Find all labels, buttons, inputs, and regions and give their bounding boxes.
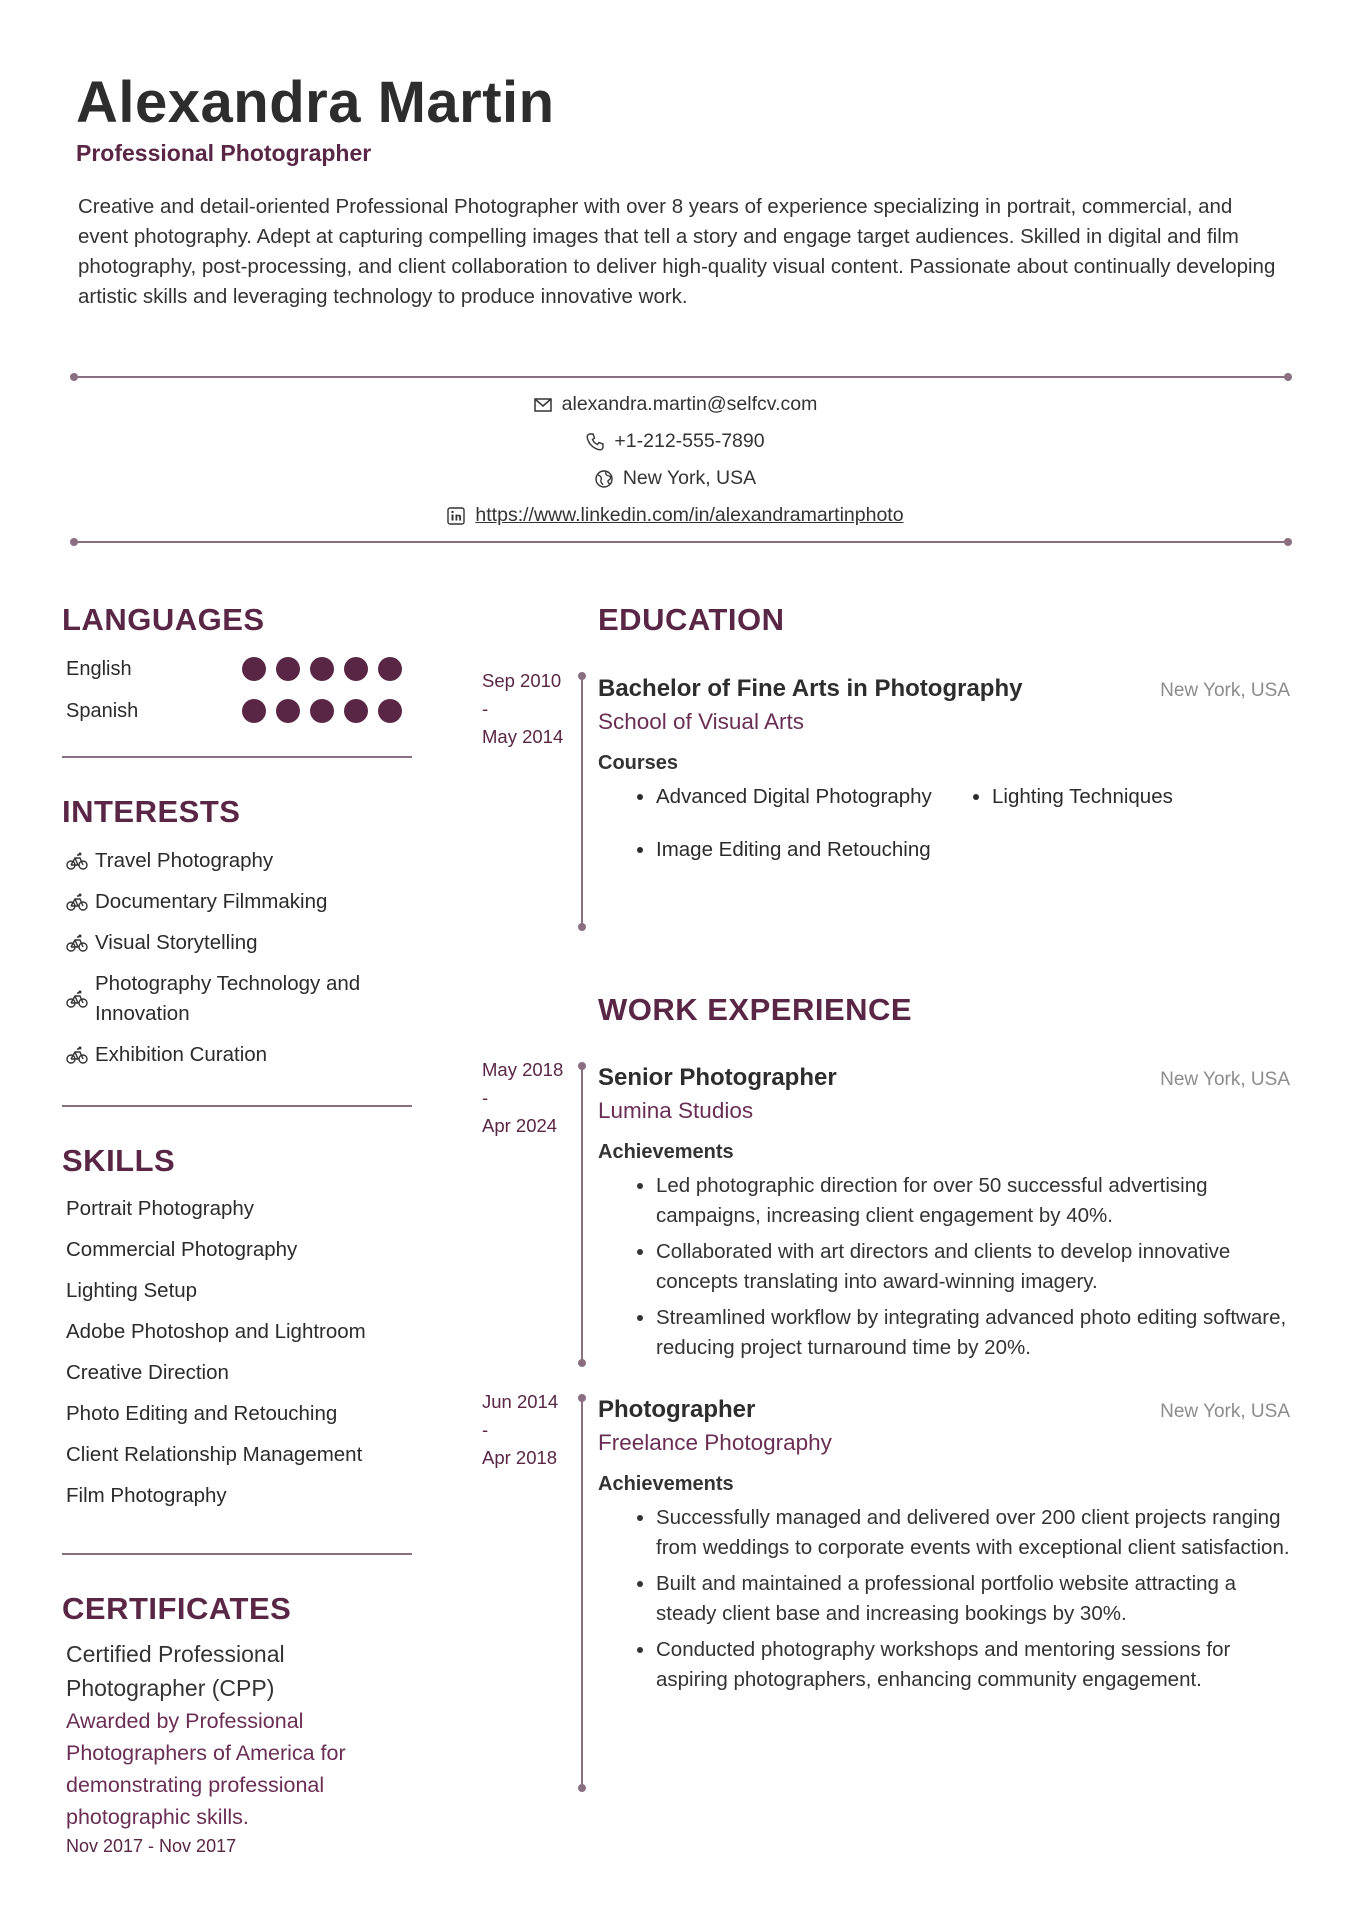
interest-label: Documentary Filmmaking bbox=[95, 890, 328, 913]
job-entry bbox=[598, 1393, 1290, 1701]
interest-item bbox=[62, 1034, 412, 1075]
contact-linkedin bbox=[0, 497, 1350, 534]
candidate-name: Alexandra Martin bbox=[76, 70, 555, 135]
certificate-date: Nov 2017 - Nov 2017 bbox=[66, 1836, 237, 1856]
entry-header bbox=[598, 1061, 1290, 1095]
bicycle-icon bbox=[66, 988, 88, 1010]
contact-location bbox=[0, 460, 1350, 497]
contact-phone bbox=[0, 423, 1350, 460]
left-column bbox=[62, 600, 412, 1859]
certificate-description: Awarded by Professional Photographers of America for demonstrating professional photographic skills. bbox=[66, 1709, 346, 1829]
level-dot bbox=[344, 699, 368, 723]
level-dot bbox=[276, 657, 300, 681]
level-dot bbox=[242, 657, 266, 681]
level-dot bbox=[242, 699, 266, 723]
education-timeline-line bbox=[581, 676, 583, 927]
interests-heading: INTERESTS bbox=[62, 794, 241, 829]
skills-section bbox=[62, 1141, 412, 1517]
skills-heading: SKILLS bbox=[62, 1143, 176, 1178]
certificates-section bbox=[62, 1589, 412, 1859]
languages-heading: LANGUAGES bbox=[62, 602, 265, 637]
bicycle-icon bbox=[66, 850, 88, 872]
skill-item: Photo Editing and Retouching bbox=[66, 1402, 338, 1425]
courses-list bbox=[598, 782, 1290, 888]
date-separator: - bbox=[482, 1419, 489, 1440]
globe-icon bbox=[594, 469, 614, 489]
job-role: Senior Photographer bbox=[598, 1064, 837, 1091]
skill-item: Lighting Setup bbox=[66, 1279, 198, 1302]
certificate-name: Certified Professional Photographer (CPP) bbox=[66, 1641, 285, 1701]
level-dot bbox=[378, 699, 402, 723]
interest-item bbox=[62, 840, 412, 881]
company-name: Lumina Studios bbox=[598, 1098, 754, 1123]
entry-location: New York, USA bbox=[1160, 1069, 1290, 1090]
date-separator: - bbox=[482, 1087, 489, 1108]
degree-title: Bachelor of Fine Arts in Photography bbox=[598, 675, 1023, 702]
education-entry bbox=[598, 672, 1290, 888]
language-level-dots bbox=[242, 657, 402, 681]
date-start: Jun 2014 bbox=[482, 1391, 559, 1412]
linkedin-icon bbox=[446, 506, 466, 526]
company-name: Freelance Photography bbox=[598, 1430, 832, 1455]
profile-summary: Creative and detail-oriented Professional Photographer with over 8 years of experience specializing in portrait, commercial, and event photography. Adept at capturing compelling images that tell a story and engage target audiences. Skilled in digital and film photography, post-processing, and client collaboration to deliver high-quality visual content. Passionate about continually developing artistic skills and leveraging technology to produce innovative work. bbox=[78, 195, 1276, 308]
job-timeline-line bbox=[581, 1066, 583, 1363]
linkedin-link[interactable]: https://www.linkedin.com/in/alexandramartinphoto bbox=[475, 504, 904, 526]
skill-item: Creative Direction bbox=[66, 1361, 229, 1384]
bicycle-icon bbox=[66, 1044, 88, 1066]
achievement-item: • Built and maintained a professional portfolio website attracting a steady client base and increasing bookings by 30%. bbox=[656, 1569, 1290, 1629]
skill-item: Adobe Photoshop and Lightroom bbox=[66, 1320, 366, 1343]
skill-item: Portrait Photography bbox=[66, 1197, 255, 1220]
language-row bbox=[62, 690, 412, 732]
course-item: • Image Editing and Retouching bbox=[656, 835, 992, 865]
language-name: Spanish bbox=[66, 699, 139, 722]
level-dot bbox=[276, 699, 300, 723]
date-start: Sep 2010 bbox=[482, 670, 562, 691]
job-entry bbox=[598, 1061, 1290, 1369]
language-level-dots bbox=[242, 699, 402, 723]
date-separator: - bbox=[482, 698, 489, 719]
section-divider bbox=[62, 756, 412, 758]
achievement-item: • Conducted photography workshops and mentoring sessions for aspiring photographers, enhancing community engagement. bbox=[656, 1635, 1290, 1695]
interests-section bbox=[62, 792, 412, 1075]
level-dot bbox=[310, 699, 334, 723]
certificates-heading: CERTIFICATES bbox=[62, 1591, 292, 1626]
level-dot bbox=[378, 657, 402, 681]
job-timeline-line bbox=[581, 1398, 583, 1788]
achievement-item: • Streamlined workflow by integrating advanced photo editing software, reducing project turnaround time by 20%. bbox=[656, 1303, 1290, 1363]
courses-label: Courses bbox=[598, 752, 679, 774]
interest-item bbox=[62, 963, 412, 1034]
language-row bbox=[62, 648, 412, 690]
achievements-label: Achievements bbox=[598, 1141, 734, 1163]
interest-item bbox=[62, 881, 412, 922]
phone-icon bbox=[585, 432, 605, 452]
date-end: Apr 2024 bbox=[482, 1115, 558, 1136]
section-divider bbox=[62, 1105, 412, 1107]
job-date-range bbox=[482, 1056, 563, 1140]
phone-text[interactable]: +1-212-555-7890 bbox=[614, 430, 765, 452]
candidate-title: Professional Photographer bbox=[76, 140, 372, 166]
bicycle-icon bbox=[66, 891, 88, 913]
contact-bottom-divider bbox=[72, 541, 1290, 543]
level-dot bbox=[344, 657, 368, 681]
work-experience-heading: WORK EXPERIENCE bbox=[598, 992, 913, 1027]
achievement-item: • Collaborated with art directors and clients to develop innovative concepts translating into award-winning imagery. bbox=[656, 1237, 1290, 1297]
skill-item: Film Photography bbox=[66, 1484, 227, 1507]
interest-label: Travel Photography bbox=[95, 849, 274, 872]
interest-label: Visual Storytelling bbox=[95, 931, 258, 954]
languages-section bbox=[62, 600, 412, 732]
contact-email bbox=[0, 386, 1350, 423]
contact-list bbox=[0, 386, 1350, 534]
achievements-list bbox=[598, 1503, 1290, 1695]
achievement-item: • Led photographic direction for over 50 successful advertising campaigns, increasing client engagement by 40%. bbox=[656, 1171, 1290, 1231]
interest-label: Photography Technology and Innovation bbox=[95, 972, 361, 1025]
achievement-item: • Successfully managed and delivered over 200 client projects ranging from weddings to corporate events with exceptional client satisfaction. bbox=[656, 1503, 1290, 1563]
course-item: • Advanced Digital Photography bbox=[656, 782, 992, 812]
contact-top-divider bbox=[72, 376, 1290, 378]
date-end: Apr 2018 bbox=[482, 1447, 558, 1468]
date-end: May 2014 bbox=[482, 726, 564, 747]
entry-location: New York, USA bbox=[1160, 1401, 1290, 1422]
language-name: English bbox=[66, 657, 132, 680]
interest-item bbox=[62, 922, 412, 963]
job-date-range bbox=[482, 1388, 558, 1472]
entry-location: New York, USA bbox=[1160, 680, 1290, 701]
entry-header bbox=[598, 1393, 1290, 1427]
level-dot bbox=[310, 657, 334, 681]
bicycle-icon bbox=[66, 932, 88, 954]
education-heading: EDUCATION bbox=[598, 602, 785, 637]
email-text[interactable]: alexandra.martin@selfcv.com bbox=[561, 393, 818, 415]
education-date-range bbox=[482, 667, 563, 751]
location-text: New York, USA bbox=[622, 467, 757, 489]
course-item: • Lighting Techniques bbox=[992, 782, 1292, 812]
achievements-list bbox=[598, 1171, 1290, 1363]
skill-item: Commercial Photography bbox=[66, 1238, 298, 1261]
date-start: May 2018 bbox=[482, 1059, 564, 1080]
interest-label: Exhibition Curation bbox=[95, 1043, 268, 1066]
achievements-label: Achievements bbox=[598, 1473, 734, 1495]
skill-item: Client Relationship Management bbox=[66, 1443, 363, 1466]
school-name: School of Visual Arts bbox=[598, 709, 804, 734]
entry-header bbox=[598, 672, 1290, 706]
envelope-icon bbox=[533, 395, 553, 415]
job-role: Photographer bbox=[598, 1396, 756, 1423]
section-divider bbox=[62, 1553, 412, 1555]
